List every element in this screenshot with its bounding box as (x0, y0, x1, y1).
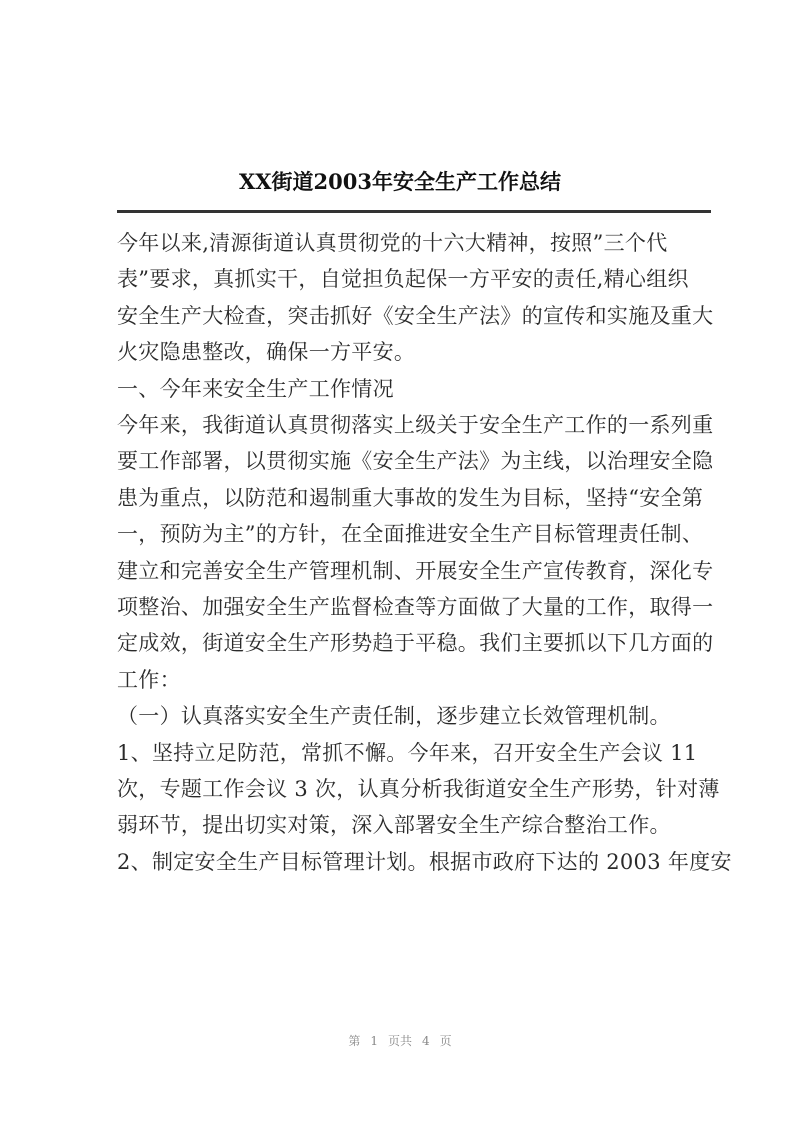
title-divider (117, 210, 711, 213)
document-title: XX街道2003年安全生产工作总结 (238, 169, 562, 194)
text-line: 建立和完善安全生产管理机制、开展安全生产宣传教育，深化专 (117, 558, 714, 583)
footer-suffix: 页 (439, 1034, 452, 1048)
text-line: 患为重点，以防范和遏制重大事故的发生为目标，坚持“安全第 (117, 485, 704, 510)
text-line: （一）认真落实安全生产责任制，逐步建立长效管理机制。 (117, 704, 671, 729)
page-number: 1 (370, 1034, 378, 1048)
text-line: 工作： (117, 667, 181, 692)
text-line: 2、制定安全生产目标管理计划。根据市政府下达的 2003 年度安 (117, 849, 732, 874)
text-line: 一、今年来安全生产工作情况 (117, 376, 394, 401)
text-line: 一，预防为主”的方针，在全面推进安全生产目标管理责任制、 (117, 522, 704, 547)
text-line: 表”要求，真抓实干，自觉担负起保一方平安的责任,精心组织 (117, 267, 689, 292)
text-line: 安全生产大检查，突击抓好《安全生产法》的宣传和实施及重大 (117, 303, 714, 328)
text-line: 弱环节，提出切实对策，深入部署安全生产综合整治工作。 (117, 813, 671, 838)
text-line: 今年以来,清源街道认真贯彻党的十六大精神，按照”三个代 (117, 231, 668, 255)
footer-middle: 页共 (387, 1034, 412, 1048)
text-line: 火灾隐患整改，确保一方平安。 (117, 340, 416, 365)
page-footer (0, 1032, 800, 1049)
text-line: 今年来，我街道认真贯彻落实上级关于安全生产工作的一系列重 (117, 413, 714, 437)
text-line: 次，专题工作会议 3 次，认真分析我街道安全生产形势，针对薄 (117, 777, 720, 801)
page-total: 4 (422, 1034, 430, 1048)
text-line: 项整治、加强安全生产监督检查等方面做了大量的工作，取得一 (117, 595, 714, 619)
text-line: 要工作部署，以贯彻实施《安全生产法》为主线，以治理安全隐 (117, 449, 714, 474)
footer-prefix: 第 (348, 1034, 361, 1048)
text-line: 定成效，街道安全生产形势趋于平稳。我们主要抓以下几方面的 (117, 631, 714, 656)
text-line: 1、坚持立足防范，常抓不懈。今年来，召开安全生产会议 11 (117, 740, 698, 765)
